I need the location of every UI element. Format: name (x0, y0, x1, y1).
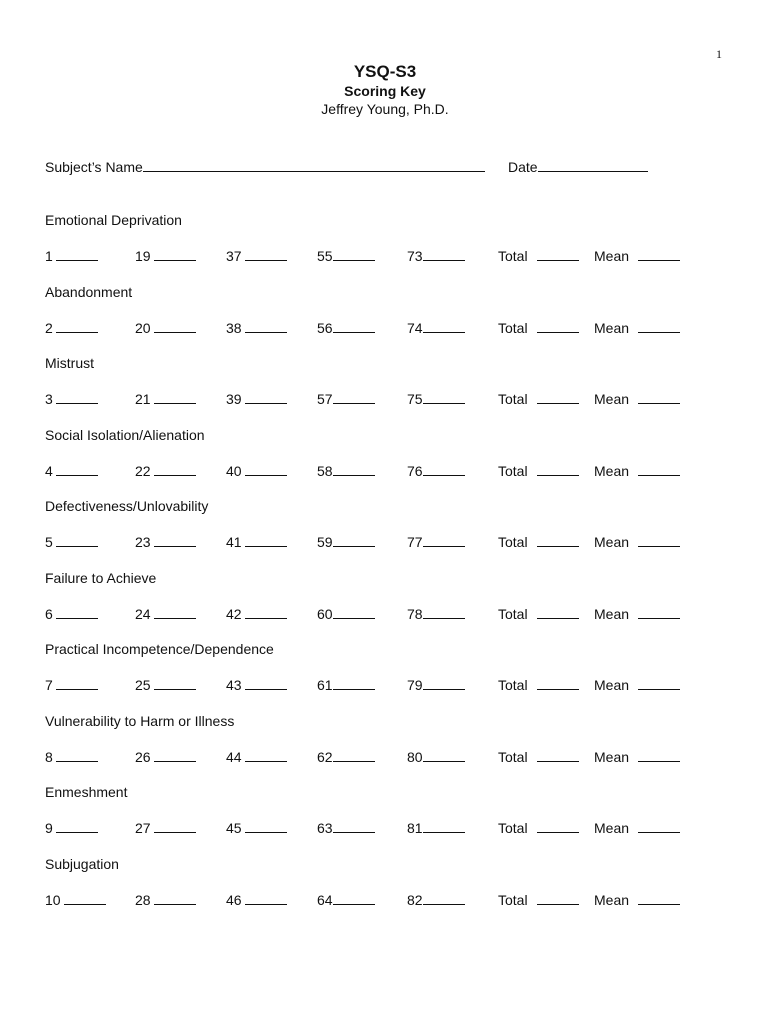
mean-label: Mean (594, 248, 630, 264)
item-number: 41 (226, 534, 242, 550)
item-number: 73 (407, 248, 423, 264)
item-score-blank[interactable] (423, 532, 465, 547)
mean-blank[interactable] (638, 461, 680, 476)
item-number: 22 (135, 462, 151, 479)
document-title: YSQ-S3 (353, 62, 417, 81)
mean-cell (594, 532, 680, 552)
item-row (45, 675, 725, 695)
header (0, 62, 770, 118)
item-score-blank[interactable] (333, 818, 375, 833)
mean-cell (594, 318, 680, 338)
item-number: 82 (407, 891, 423, 908)
item-number: 79 (407, 677, 423, 693)
item-number: 8 (45, 748, 53, 765)
item-score-blank[interactable] (333, 246, 375, 261)
total-blank[interactable] (537, 818, 579, 833)
item-score-blank[interactable] (245, 461, 287, 476)
item-number: 61 (317, 677, 333, 693)
item-cell (45, 818, 98, 838)
item-cell (45, 461, 98, 481)
item-number: 63 (317, 820, 333, 836)
item-cell (135, 318, 196, 338)
item-score-blank[interactable] (245, 246, 287, 261)
date-label: Date (508, 159, 538, 175)
item-number: 56 (317, 319, 333, 336)
item-cell (135, 389, 196, 409)
item-score-blank[interactable] (333, 675, 375, 690)
total-blank[interactable] (537, 389, 579, 404)
total-label: Total (498, 391, 528, 407)
item-score-blank[interactable] (245, 675, 287, 690)
item-cell (226, 675, 287, 695)
item-cell (317, 890, 375, 910)
mean-blank[interactable] (638, 246, 680, 261)
total-label: Total (498, 820, 528, 836)
item-cell (317, 246, 375, 266)
item-number: 21 (135, 391, 151, 407)
item-number: 77 (407, 534, 423, 550)
item-number: 40 (226, 462, 242, 479)
item-cell (317, 389, 375, 409)
item-row (45, 532, 725, 552)
item-score-blank[interactable] (245, 604, 287, 619)
item-score-blank[interactable] (423, 818, 465, 833)
item-score-blank[interactable] (154, 246, 196, 261)
item-number: 37 (226, 248, 242, 264)
date-blank[interactable] (538, 157, 648, 172)
date-field[interactable] (508, 157, 648, 175)
schema-block (45, 496, 725, 552)
item-number: 62 (317, 748, 333, 765)
schema-name: Vulnerability to Harm or Illness (45, 712, 235, 729)
item-score-blank[interactable] (154, 747, 196, 762)
mean-label: Mean (594, 891, 630, 908)
total-cell (498, 389, 579, 409)
total-cell (498, 818, 579, 838)
item-number: 6 (45, 605, 53, 622)
item-cell (226, 890, 287, 910)
item-score-blank[interactable] (423, 246, 465, 261)
item-cell (317, 604, 375, 624)
item-number: 2 (45, 319, 53, 336)
item-score-blank[interactable] (423, 389, 465, 404)
item-score-blank[interactable] (154, 532, 196, 547)
item-score-blank[interactable] (56, 246, 98, 261)
schema-block (45, 282, 725, 338)
schema-block (45, 425, 725, 481)
item-cell (407, 818, 465, 838)
item-cell (226, 818, 287, 838)
item-number: 9 (45, 820, 53, 836)
mean-label: Mean (594, 820, 630, 836)
total-blank[interactable] (537, 532, 579, 547)
item-score-blank[interactable] (333, 604, 375, 619)
item-row (45, 747, 725, 767)
total-blank[interactable] (537, 246, 579, 261)
item-score-blank[interactable] (56, 461, 98, 476)
item-score-blank[interactable] (245, 318, 287, 333)
item-cell (45, 604, 98, 624)
mean-cell (594, 747, 680, 767)
mean-blank[interactable] (638, 675, 680, 690)
item-cell (226, 461, 287, 481)
schema-name: Practical Incompetence/Dependence (45, 641, 274, 657)
item-cell (407, 532, 465, 552)
item-row (45, 246, 725, 266)
total-cell (498, 890, 579, 910)
mean-label: Mean (594, 391, 630, 407)
item-cell (135, 675, 196, 695)
schema-name: Subjugation (45, 855, 119, 872)
item-cell (45, 747, 98, 767)
item-number: 24 (135, 605, 151, 622)
item-score-blank[interactable] (56, 532, 98, 547)
mean-blank[interactable] (638, 318, 680, 333)
item-cell (45, 318, 98, 338)
item-number: 27 (135, 820, 151, 836)
item-cell (135, 461, 196, 481)
mean-blank[interactable] (638, 532, 680, 547)
total-cell (498, 461, 579, 481)
item-cell (317, 747, 375, 767)
item-score-blank[interactable] (154, 389, 196, 404)
item-score-blank[interactable] (333, 532, 375, 547)
item-score-blank[interactable] (423, 890, 465, 905)
item-score-blank[interactable] (245, 747, 287, 762)
item-number: 4 (45, 462, 53, 479)
item-score-blank[interactable] (56, 318, 98, 333)
item-score-blank[interactable] (423, 318, 465, 333)
item-row (45, 818, 725, 838)
mean-blank[interactable] (638, 604, 680, 619)
total-blank[interactable] (537, 604, 579, 619)
item-cell (226, 389, 287, 409)
item-cell (226, 532, 287, 552)
total-cell (498, 604, 579, 624)
item-number: 23 (135, 534, 151, 550)
total-label: Total (498, 319, 528, 336)
item-cell (135, 246, 196, 266)
subject-name-field[interactable] (45, 157, 485, 175)
item-score-blank[interactable] (423, 675, 465, 690)
item-number: 42 (226, 605, 242, 622)
item-score-blank[interactable] (423, 461, 465, 476)
item-number: 76 (407, 462, 423, 479)
item-number: 43 (226, 677, 242, 693)
item-cell (407, 389, 465, 409)
item-number: 44 (226, 748, 242, 765)
item-row (45, 461, 725, 481)
total-blank[interactable] (537, 747, 579, 762)
item-score-blank[interactable] (154, 318, 196, 333)
item-cell (226, 604, 287, 624)
schema-block (45, 854, 725, 910)
item-score-blank[interactable] (423, 604, 465, 619)
total-label: Total (498, 891, 528, 908)
item-cell (45, 532, 98, 552)
item-number: 75 (407, 391, 423, 407)
item-score-blank[interactable] (333, 318, 375, 333)
item-number: 25 (135, 677, 151, 693)
item-cell (45, 246, 98, 266)
item-score-blank[interactable] (56, 675, 98, 690)
mean-label: Mean (594, 534, 630, 550)
item-number: 74 (407, 319, 423, 336)
mean-blank[interactable] (638, 747, 680, 762)
schema-block (45, 210, 725, 266)
total-blank[interactable] (537, 318, 579, 333)
item-number: 58 (317, 462, 333, 479)
mean-label: Mean (594, 748, 630, 765)
mean-cell (594, 890, 680, 910)
total-label: Total (498, 248, 528, 264)
mean-blank[interactable] (638, 389, 680, 404)
item-cell (407, 747, 465, 767)
item-cell (135, 747, 196, 767)
item-row (45, 318, 725, 338)
mean-blank[interactable] (638, 818, 680, 833)
item-score-blank[interactable] (245, 890, 287, 905)
total-blank[interactable] (537, 675, 579, 690)
item-cell (317, 461, 375, 481)
item-number: 38 (226, 319, 242, 336)
item-cell (407, 318, 465, 338)
total-label: Total (498, 462, 528, 479)
item-number: 1 (45, 248, 53, 264)
mean-label: Mean (594, 462, 630, 479)
mean-cell (594, 818, 680, 838)
document-author: Jeffrey Young, Ph.D. (321, 101, 449, 117)
total-cell (498, 532, 579, 552)
schema-name: Social Isolation/Alienation (45, 426, 205, 443)
item-cell (317, 318, 375, 338)
mean-cell (594, 246, 680, 266)
item-score-blank[interactable] (56, 818, 98, 833)
item-cell (135, 532, 196, 552)
total-label: Total (498, 605, 528, 622)
item-cell (317, 818, 375, 838)
document-subtitle: Scoring Key (344, 83, 426, 99)
item-score-blank[interactable] (245, 818, 287, 833)
total-blank[interactable] (537, 461, 579, 476)
item-number: 26 (135, 748, 151, 765)
item-number: 19 (135, 248, 151, 264)
item-score-blank[interactable] (154, 675, 196, 690)
item-number: 60 (317, 605, 333, 622)
total-label: Total (498, 677, 528, 693)
item-number: 10 (45, 891, 61, 908)
item-score-blank[interactable] (154, 461, 196, 476)
item-score-blank[interactable] (333, 890, 375, 905)
item-cell (407, 461, 465, 481)
item-score-blank[interactable] (245, 389, 287, 404)
item-cell (45, 890, 106, 910)
item-score-blank[interactable] (56, 747, 98, 762)
item-score-blank[interactable] (154, 604, 196, 619)
item-number: 78 (407, 605, 423, 622)
item-cell (407, 675, 465, 695)
schema-name: Mistrust (45, 355, 94, 371)
item-number: 55 (317, 248, 333, 264)
item-cell (135, 818, 196, 838)
total-cell (498, 318, 579, 338)
item-score-blank[interactable] (154, 818, 196, 833)
item-score-blank[interactable] (333, 389, 375, 404)
item-cell (226, 747, 287, 767)
item-number: 28 (135, 891, 151, 908)
schema-name: Enmeshment (45, 784, 128, 800)
schema-block (45, 568, 725, 624)
item-cell (135, 890, 196, 910)
mean-cell (594, 675, 680, 695)
item-score-blank[interactable] (423, 747, 465, 762)
mean-cell (594, 389, 680, 409)
schema-block (45, 639, 725, 695)
subject-name-label: Subject’s Name (45, 159, 143, 175)
item-number: 81 (407, 820, 423, 836)
mean-label: Mean (594, 319, 630, 336)
item-number: 80 (407, 748, 423, 765)
total-label: Total (498, 534, 528, 550)
item-row (45, 389, 725, 409)
mean-cell (594, 604, 680, 624)
schema-name: Failure to Achieve (45, 569, 157, 586)
item-cell (45, 675, 98, 695)
item-cell (226, 246, 287, 266)
item-score-blank[interactable] (245, 532, 287, 547)
total-cell (498, 246, 579, 266)
item-cell (317, 532, 375, 552)
item-number: 64 (317, 891, 333, 908)
mean-cell (594, 461, 680, 481)
subject-name-blank[interactable] (143, 157, 485, 172)
item-cell (317, 675, 375, 695)
item-number: 39 (226, 391, 242, 407)
item-cell (407, 246, 465, 266)
schema-name: Abandonment (45, 283, 133, 300)
page-number: 1 (716, 47, 722, 61)
item-row (45, 890, 725, 910)
mean-label: Mean (594, 605, 630, 622)
item-row (45, 604, 725, 624)
item-score-blank[interactable] (56, 389, 98, 404)
item-number: 57 (317, 391, 333, 407)
schema-name: Defectiveness/Unlovability (45, 498, 209, 514)
total-label: Total (498, 748, 528, 765)
schema-block (45, 782, 725, 838)
item-cell (407, 890, 465, 910)
schema-name: Emotional Deprivation (45, 212, 182, 228)
item-number: 20 (135, 319, 151, 336)
item-cell (135, 604, 196, 624)
item-score-blank[interactable] (333, 461, 375, 476)
item-number: 3 (45, 391, 53, 407)
item-number: 45 (226, 820, 242, 836)
item-number: 59 (317, 534, 333, 550)
item-cell (45, 389, 98, 409)
total-cell (498, 747, 579, 767)
item-score-blank[interactable] (333, 747, 375, 762)
schema-block (45, 711, 725, 767)
mean-blank[interactable] (638, 890, 680, 905)
mean-label: Mean (594, 677, 630, 693)
item-score-blank[interactable] (64, 890, 106, 905)
item-number: 46 (226, 891, 242, 908)
item-score-blank[interactable] (154, 890, 196, 905)
item-score-blank[interactable] (56, 604, 98, 619)
item-cell (407, 604, 465, 624)
item-number: 7 (45, 677, 53, 693)
item-number: 5 (45, 534, 53, 550)
total-blank[interactable] (537, 890, 579, 905)
schema-block (45, 353, 725, 409)
item-cell (226, 318, 287, 338)
total-cell (498, 675, 579, 695)
